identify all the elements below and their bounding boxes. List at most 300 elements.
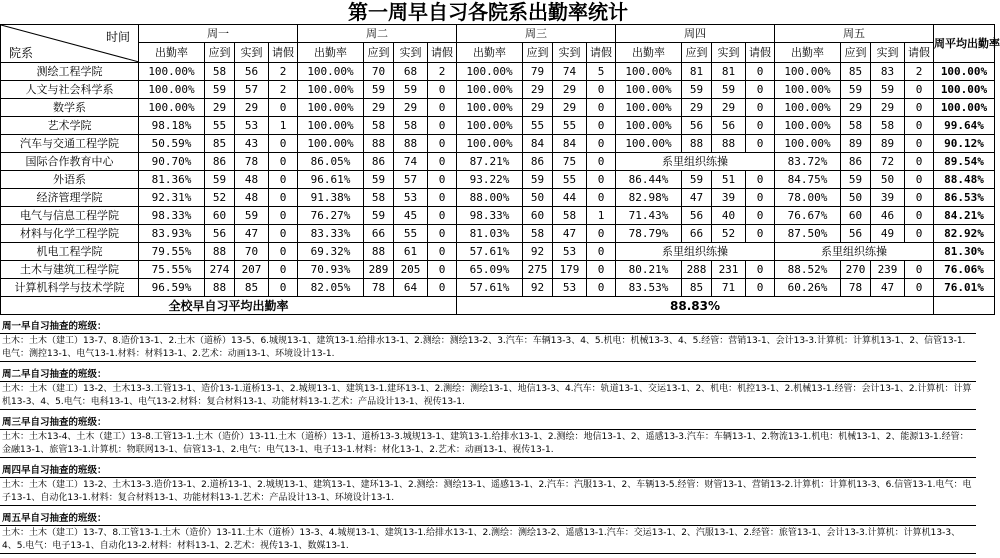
weekly-average-cell: 82.92%	[934, 225, 995, 243]
day-header-wed: 周三	[457, 25, 616, 43]
leave-cell: 0	[905, 207, 934, 225]
rate-cell: 81.03%	[457, 225, 523, 243]
sub-header-leave: 请假	[746, 43, 775, 63]
expected-cell: 29	[523, 99, 553, 117]
expected-cell: 50	[841, 189, 871, 207]
expected-cell: 59	[523, 171, 553, 189]
leave-cell: 0	[746, 207, 775, 225]
sub-header-expected: 应到	[682, 43, 712, 63]
note-body: 土木：土木13-4、土木（建工）13-8.工管13-1.土木（造价）13-11.土木（道桥）13-1、道桥13-3.城规13-1、建筑13-1.给排水13-1、2.测绘：地信13-1、2、遥感13-3.汽车：车辆13-1、2.物流13-1.机电：机械13-1、2、能源13-1.经管：金融13-1、旅管13-1.计算机：物联网13-1、信管13-1、2.电气：电气13-1、电子13-1.材料：材化13-1、2.艺术：动画13-1、视传13-1.	[0, 429, 976, 458]
sub-header-present: 实到	[553, 43, 587, 63]
present-cell: 39	[871, 189, 905, 207]
rate-cell: 76.27%	[298, 207, 364, 225]
expected-cell: 56	[682, 117, 712, 135]
rate-cell: 100.00%	[616, 63, 682, 81]
expected-cell: 88	[682, 135, 712, 153]
rate-cell: 100.00%	[775, 81, 841, 99]
leave-cell: 0	[269, 279, 298, 297]
leave-cell: 0	[269, 135, 298, 153]
expected-cell: 92	[523, 243, 553, 261]
dept-label: 院系	[9, 46, 34, 60]
expected-cell: 84	[523, 135, 553, 153]
leave-cell: 0	[746, 261, 775, 279]
table-row	[1, 135, 995, 153]
note-title: 周一早自习抽查的班级：	[2, 321, 107, 332]
present-cell: 88	[712, 135, 746, 153]
rate-cell: 100.00%	[139, 63, 205, 81]
expected-cell: 58	[841, 117, 871, 135]
present-cell: 231	[712, 261, 746, 279]
expected-cell: 29	[205, 99, 235, 117]
rate-cell: 100.00%	[298, 99, 364, 117]
leave-cell: 2	[905, 63, 934, 81]
present-cell: 53	[553, 243, 587, 261]
sub-header-leave: 请假	[428, 43, 457, 63]
expected-cell: 92	[523, 279, 553, 297]
expected-cell: 58	[364, 117, 394, 135]
leave-cell: 0	[587, 225, 616, 243]
expected-cell: 66	[364, 225, 394, 243]
rate-cell: 57.61%	[457, 279, 523, 297]
rate-cell: 83.53%	[616, 279, 682, 297]
weekly-average-cell: 86.53%	[934, 189, 995, 207]
present-cell: 78	[235, 153, 269, 171]
department-name: 土木与建筑工程学院	[1, 261, 139, 279]
rate-cell: 83.93%	[139, 225, 205, 243]
leave-cell: 0	[269, 261, 298, 279]
present-cell: 46	[871, 207, 905, 225]
leave-cell: 0	[746, 189, 775, 207]
rate-cell: 80.21%	[616, 261, 682, 279]
rate-cell: 98.18%	[139, 117, 205, 135]
rate-cell: 50.59%	[139, 135, 205, 153]
present-cell: 70	[235, 243, 269, 261]
present-cell: 48	[235, 171, 269, 189]
present-cell: 58	[553, 207, 587, 225]
expected-cell: 88	[205, 243, 235, 261]
rate-cell: 100.00%	[616, 135, 682, 153]
leave-cell: 0	[428, 81, 457, 99]
expected-cell: 60	[205, 207, 235, 225]
present-cell: 75	[553, 153, 587, 171]
present-cell: 47	[871, 279, 905, 297]
header-dept-time-cell	[1, 25, 139, 63]
expected-cell: 29	[523, 81, 553, 99]
expected-cell: 59	[682, 171, 712, 189]
sub-header-present: 实到	[394, 43, 428, 63]
leave-cell: 0	[905, 171, 934, 189]
present-cell: 43	[235, 135, 269, 153]
weekly-average-cell: 90.12%	[934, 135, 995, 153]
present-cell: 47	[235, 225, 269, 243]
expected-cell: 85	[841, 63, 871, 81]
note-body: 土木：土木（建工）13-2、土木13-3.工管13-1、造价13-1.道桥13-1、2.城规13-1、建筑13-1.建环13-1、2.测绘：测绘13-1、地信13-3、4.汽车：轨道13-1、交运13-1、2、机电：机控13-1、2.机械13-1.经管：会计13-1、2.计算机：计算机13-3、4、5.电气：电科13-1、电气13-2.材料：复合材料13-1、功能材料13-1.艺术：产品设计13-1、视传13-1.	[0, 381, 976, 410]
expected-cell: 78	[841, 279, 871, 297]
weekly-average-cell: 100.00%	[934, 63, 995, 81]
department-name: 数学系	[1, 99, 139, 117]
rate-cell: 76.67%	[775, 207, 841, 225]
leave-cell: 0	[428, 243, 457, 261]
leave-cell: 0	[587, 261, 616, 279]
leave-cell: 0	[587, 279, 616, 297]
rate-cell: 100.00%	[457, 117, 523, 135]
sub-header-rate: 出勤率	[457, 43, 523, 63]
present-cell: 59	[235, 207, 269, 225]
summary-row	[1, 297, 995, 315]
expected-cell: 29	[364, 99, 394, 117]
expected-cell: 58	[205, 63, 235, 81]
leave-cell: 0	[587, 99, 616, 117]
inspection-notes	[0, 320, 976, 554]
weekly-average-cell: 76.01%	[934, 279, 995, 297]
expected-cell: 55	[205, 117, 235, 135]
table-row	[1, 189, 995, 207]
leave-cell: 0	[428, 189, 457, 207]
present-cell: 57	[394, 171, 428, 189]
table-row	[1, 171, 995, 189]
table-row	[1, 243, 995, 261]
present-cell: 88	[394, 135, 428, 153]
expected-cell: 55	[523, 117, 553, 135]
sub-header-present: 实到	[712, 43, 746, 63]
expected-cell: 50	[523, 189, 553, 207]
present-cell: 44	[553, 189, 587, 207]
leave-cell: 1	[269, 117, 298, 135]
rate-cell: 100.00%	[775, 117, 841, 135]
table-row	[1, 225, 995, 243]
present-cell: 59	[871, 81, 905, 99]
leave-cell: 5	[587, 63, 616, 81]
expected-cell: 81	[682, 63, 712, 81]
expected-cell: 59	[841, 171, 871, 189]
leave-cell: 0	[905, 99, 934, 117]
present-cell: 83	[871, 63, 905, 81]
rate-cell: 86.05%	[298, 153, 364, 171]
leave-cell: 0	[269, 207, 298, 225]
expected-cell: 275	[523, 261, 553, 279]
sub-header-rate: 出勤率	[616, 43, 682, 63]
expected-cell: 59	[205, 81, 235, 99]
leave-cell: 0	[746, 279, 775, 297]
rate-cell: 100.00%	[775, 63, 841, 81]
rate-cell: 100.00%	[775, 135, 841, 153]
expected-cell: 288	[682, 261, 712, 279]
day-header-mon: 周一	[139, 25, 298, 43]
rate-cell: 93.22%	[457, 171, 523, 189]
weekly-average-cell: 100.00%	[934, 81, 995, 99]
present-cell: 29	[553, 99, 587, 117]
note-title: 周二早自习抽查的班级：	[2, 369, 107, 380]
expected-cell: 60	[523, 207, 553, 225]
expected-cell: 88	[364, 243, 394, 261]
rate-cell: 98.33%	[457, 207, 523, 225]
present-cell: 49	[871, 225, 905, 243]
present-cell: 55	[553, 171, 587, 189]
rate-cell: 100.00%	[616, 99, 682, 117]
expected-cell: 88	[205, 279, 235, 297]
leave-cell: 2	[269, 63, 298, 81]
present-cell: 81	[712, 63, 746, 81]
rate-cell: 100.00%	[616, 81, 682, 99]
leave-cell: 0	[428, 279, 457, 297]
expected-cell: 59	[364, 171, 394, 189]
present-cell: 56	[712, 117, 746, 135]
expected-cell: 270	[841, 261, 871, 279]
present-cell: 207	[235, 261, 269, 279]
rate-cell: 100.00%	[457, 81, 523, 99]
expected-cell: 70	[364, 63, 394, 81]
department-name: 汽车与交通工程学院	[1, 135, 139, 153]
present-cell: 57	[235, 81, 269, 99]
day-header-tue: 周二	[298, 25, 457, 43]
leave-cell: 0	[746, 81, 775, 99]
table-row	[1, 81, 995, 99]
present-cell: 48	[235, 189, 269, 207]
leave-cell: 0	[587, 117, 616, 135]
present-cell: 89	[871, 135, 905, 153]
present-cell: 47	[553, 225, 587, 243]
present-cell: 64	[394, 279, 428, 297]
leave-cell: 0	[905, 279, 934, 297]
rate-cell: 100.00%	[298, 63, 364, 81]
present-cell: 39	[712, 189, 746, 207]
table-row	[1, 153, 995, 171]
merged-note-cell: 系里组织练操	[775, 243, 934, 261]
rate-cell: 100.00%	[139, 81, 205, 99]
present-cell: 40	[712, 207, 746, 225]
rate-cell: 96.59%	[139, 279, 205, 297]
department-name: 外语系	[1, 171, 139, 189]
present-cell: 179	[553, 261, 587, 279]
weekly-average-cell: 81.30%	[934, 243, 995, 261]
leave-cell: 0	[269, 171, 298, 189]
table-row	[1, 117, 995, 135]
present-cell: 85	[235, 279, 269, 297]
expected-cell: 78	[364, 279, 394, 297]
expected-cell: 88	[364, 135, 394, 153]
merged-note-cell: 系里组织练操	[616, 153, 775, 171]
weekly-average-cell: 88.48%	[934, 171, 995, 189]
expected-cell: 86	[364, 153, 394, 171]
summary-value: 88.83%	[457, 297, 934, 315]
leave-cell: 0	[746, 63, 775, 81]
leave-cell: 0	[905, 261, 934, 279]
rate-cell: 92.31%	[139, 189, 205, 207]
leave-cell: 0	[587, 153, 616, 171]
present-cell: 59	[712, 81, 746, 99]
present-cell: 53	[553, 279, 587, 297]
leave-cell: 0	[428, 135, 457, 153]
present-cell: 58	[871, 117, 905, 135]
present-cell: 58	[394, 117, 428, 135]
leave-cell: 0	[587, 171, 616, 189]
note-body: 土木：土木（建工）13-7、8.造价13-1、2.土木（道桥）13-5、6.城规13-1、建筑13-1.给排水13-1、2.测绘：测绘13-2、3.汽车：车辆13-3、4、5.机电：机械13-3、4、5.经管：营销13-1、会计13-3.计算机：计算机13-1、2、信管13-1.电气：测控13-1、电气13-1.材料：材料13-1、2.艺术：动画13-1、环境设计13-1.	[0, 333, 976, 362]
sub-header-rate: 出勤率	[139, 43, 205, 63]
sub-header-rate: 出勤率	[775, 43, 841, 63]
leave-cell: 0	[428, 207, 457, 225]
weekly-average-cell: 76.06%	[934, 261, 995, 279]
present-cell: 61	[394, 243, 428, 261]
note-title: 周三早自习抽查的班级：	[2, 417, 107, 428]
sub-header-rate: 出勤率	[298, 43, 364, 63]
present-cell: 56	[235, 63, 269, 81]
rate-cell: 75.55%	[139, 261, 205, 279]
rate-cell: 65.09%	[457, 261, 523, 279]
expected-cell: 58	[364, 189, 394, 207]
leave-cell: 0	[746, 225, 775, 243]
leave-cell: 0	[746, 99, 775, 117]
page-title: 第一周早自习各院系出勤率统计	[348, 0, 628, 24]
rate-cell: 86.44%	[616, 171, 682, 189]
sub-header-present: 实到	[235, 43, 269, 63]
summary-label: 全校早自习平均出勤率	[1, 297, 457, 315]
present-cell: 52	[712, 225, 746, 243]
expected-cell: 56	[841, 225, 871, 243]
leave-cell: 0	[905, 153, 934, 171]
leave-cell: 0	[428, 153, 457, 171]
leave-cell: 0	[269, 189, 298, 207]
expected-cell: 66	[682, 225, 712, 243]
rate-cell: 57.61%	[457, 243, 523, 261]
rate-cell: 100.00%	[457, 63, 523, 81]
present-cell: 50	[871, 171, 905, 189]
department-name: 人文与社会科学系	[1, 81, 139, 99]
rate-cell: 81.36%	[139, 171, 205, 189]
rate-cell: 98.33%	[139, 207, 205, 225]
rate-cell: 87.50%	[775, 225, 841, 243]
leave-cell: 0	[905, 117, 934, 135]
table-row	[1, 279, 995, 297]
present-cell: 74	[553, 63, 587, 81]
rate-cell: 96.61%	[298, 171, 364, 189]
department-name: 测绘工程学院	[1, 63, 139, 81]
leave-cell: 2	[428, 63, 457, 81]
department-name: 计算机科学与技术学院	[1, 279, 139, 297]
rate-cell: 100.00%	[139, 99, 205, 117]
rate-cell: 88.00%	[457, 189, 523, 207]
expected-cell: 79	[523, 63, 553, 81]
leave-cell: 0	[428, 117, 457, 135]
present-cell: 29	[235, 99, 269, 117]
sub-header-expected: 应到	[205, 43, 235, 63]
sub-header-expected: 应到	[523, 43, 553, 63]
present-cell: 68	[394, 63, 428, 81]
department-name: 电气与信息工程学院	[1, 207, 139, 225]
rate-cell: 82.05%	[298, 279, 364, 297]
leave-cell: 0	[905, 81, 934, 99]
weekly-average-cell: 100.00%	[934, 99, 995, 117]
present-cell: 55	[394, 225, 428, 243]
expected-cell: 59	[205, 171, 235, 189]
leave-cell: 0	[905, 225, 934, 243]
rate-cell: 83.72%	[775, 153, 841, 171]
leave-cell: 0	[746, 171, 775, 189]
expected-cell: 59	[682, 81, 712, 99]
rate-cell: 78.79%	[616, 225, 682, 243]
rate-cell: 100.00%	[298, 117, 364, 135]
expected-cell: 29	[841, 99, 871, 117]
leave-cell: 0	[428, 171, 457, 189]
present-cell: 29	[553, 81, 587, 99]
expected-cell: 47	[682, 189, 712, 207]
present-cell: 53	[394, 189, 428, 207]
rate-cell: 100.00%	[616, 117, 682, 135]
leave-cell: 1	[587, 207, 616, 225]
rate-cell: 91.38%	[298, 189, 364, 207]
sub-header-leave: 请假	[587, 43, 616, 63]
expected-cell: 58	[523, 225, 553, 243]
rate-cell: 83.33%	[298, 225, 364, 243]
expected-cell: 56	[682, 207, 712, 225]
weekly-average-cell: 89.54%	[934, 153, 995, 171]
present-cell: 45	[394, 207, 428, 225]
rate-cell: 71.43%	[616, 207, 682, 225]
table-row	[1, 99, 995, 117]
table-row	[1, 63, 995, 81]
expected-cell: 59	[364, 207, 394, 225]
leave-cell: 0	[269, 99, 298, 117]
expected-cell: 86	[205, 153, 235, 171]
day-header-fri: 周五	[775, 25, 934, 43]
note-body: 土木：土木（建工）13-7、8.工管13-1.土木（造价）13-11.土木（道桥）13-3、4.城规13-1、建筑13-1.给排水13-1、2.测绘：测绘13-2、遥感13-1.汽车：交运13-1、2、汽服13-1、2.经管：旅管13-1、会计13-3.计算机：计算机13-3、4、5.电气：电子13-1、自动化13-2.材料：材料13-1、2.艺术：视传13-1、数媒13-1.	[0, 525, 976, 554]
present-cell: 71	[712, 279, 746, 297]
rate-cell: 69.32%	[298, 243, 364, 261]
present-cell: 205	[394, 261, 428, 279]
rate-cell: 100.00%	[298, 135, 364, 153]
leave-cell: 0	[587, 135, 616, 153]
rate-cell: 100.00%	[298, 81, 364, 99]
sub-header-leave: 请假	[905, 43, 934, 63]
leave-cell: 0	[269, 225, 298, 243]
weekly-average-cell: 99.64%	[934, 117, 995, 135]
sub-header-expected: 应到	[364, 43, 394, 63]
leave-cell: 0	[269, 153, 298, 171]
rate-cell: 100.00%	[457, 99, 523, 117]
rate-cell: 84.75%	[775, 171, 841, 189]
present-cell: 29	[394, 99, 428, 117]
department-name: 材料与化学工程学院	[1, 225, 139, 243]
leave-cell: 0	[428, 225, 457, 243]
leave-cell: 2	[269, 81, 298, 99]
expected-cell: 52	[205, 189, 235, 207]
rate-cell: 70.93%	[298, 261, 364, 279]
rate-cell: 90.70%	[139, 153, 205, 171]
leave-cell: 0	[905, 189, 934, 207]
merged-note-cell: 系里组织练操	[616, 243, 775, 261]
note-title: 周四早自习抽查的班级：	[2, 465, 107, 476]
expected-cell: 274	[205, 261, 235, 279]
rate-cell: 100.00%	[775, 99, 841, 117]
leave-cell: 0	[269, 243, 298, 261]
present-cell: 55	[553, 117, 587, 135]
sub-header-leave: 请假	[269, 43, 298, 63]
leave-cell: 0	[905, 135, 934, 153]
rate-cell: 100.00%	[457, 135, 523, 153]
summary-empty	[934, 297, 995, 315]
department-name: 经济管理学院	[1, 189, 139, 207]
weekly-average-header: 周平均出勤率	[934, 25, 995, 63]
sub-header-expected: 应到	[841, 43, 871, 63]
present-cell: 74	[394, 153, 428, 171]
present-cell: 239	[871, 261, 905, 279]
rate-cell: 78.00%	[775, 189, 841, 207]
expected-cell: 85	[682, 279, 712, 297]
rate-cell: 87.21%	[457, 153, 523, 171]
sub-header-present: 实到	[871, 43, 905, 63]
department-name: 艺术学院	[1, 117, 139, 135]
day-header-thu: 周四	[616, 25, 775, 43]
department-name: 机电工程学院	[1, 243, 139, 261]
